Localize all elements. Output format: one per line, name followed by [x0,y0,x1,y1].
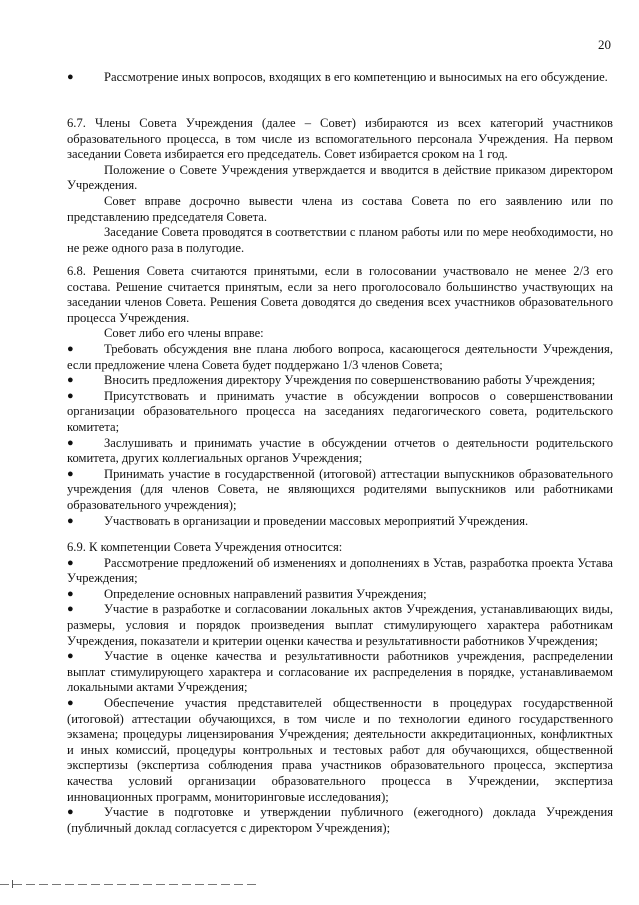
paragraph: 6.9. К компетенции Совета Учреждения относится: [67,540,343,554]
bullet-icon: ● [67,603,74,616]
section-6-9 [67,540,613,836]
bullet-icon: ● [67,556,74,569]
page-number: 20 [598,37,611,52]
list-item: ● Участвовать в организации и проведении массовых мероприятий Учреждения. [67,513,529,528]
list-item: ● Определение основных направлений развития Учреждения; [67,586,427,601]
bullet-icon: ● [67,342,74,355]
list-item: ● Рассмотрение предложений об изменениях и дополнениях в Устав, разработка проекта Устава Учреждения; [67,555,613,586]
list-item: ● Рассмотрение иных вопросов, входящих в его компетенцию и выносимых на его обсуждение. [67,70,608,84]
section-6-7 [67,116,613,256]
bullet-icon: ● [67,71,74,83]
bullet-icon: ● [67,806,74,819]
bullet-icon: ● [67,389,74,402]
bullet-icon: ● [67,650,74,663]
list-item: ● Обеспечение участия представителей общественности в процедурах государственной (итоговой) аттестации обучающихся, в том числе и по технологии единого государственного экзамена; процедуры лицензирования Учреждения; деятельности аккредитационных, конфликтных и иных комиссий, процедуры контрольных и тестовых работ для обучающихся, общественной экспертизы (экспертиза соблюдения права участников образовательного процесса, экспертиза качества условий организации образовательного процесса в Учреждении, экспертиза инновационных программ, мониторинговые исследования); [67,695,613,804]
list-item: ● Участие в разработке и согласовании локальных актов Учреждения, устанавливающих виды, размеры, условия и порядок произведения выплат стимулирующего характера работникам Учреждения, показатели и критерии оценки качества и результативности работников Учреждения; [67,602,613,648]
list-item: ● Требовать обсуждения вне плана любого вопроса, касающегося деятельности Учреждения, если предложение члена Совета будет поддержано 1/3 членов Совета; [67,341,613,372]
bullet-icon: ● [67,374,74,387]
list-item: ● Вносить предложения директору Учреждения по совершенствованию работы Учреждения; [67,373,596,388]
scan-edge-line [0,884,260,885]
paragraph: 6.7. Члены Совета Учреждения (далее – Совет) избираются из всех категорий участников образовательного процесса, в том числе из вспомогательного персонала Учреждения. На первом заседании Совета избирается его председатель. Совет избирается сроком на 1 год. [67,116,613,162]
paragraph: 6.8. Решения Совета считаются принятыми, если в голосовании участвовало не менее 2/3 его состава. Решение считается принятым, если за него проголосовало большинство участвующих на заседании членов Совета. Решения Совета доводятся до сведения всех участников образовательного процесса Учреждения. [67,264,613,325]
bullet-icon: ● [67,696,74,709]
section-6-8 [67,264,613,529]
bullet-icon: ● [67,467,74,480]
section-intro [67,70,613,86]
list-item: ● Принимать участие в государственной (итоговой) аттестации выпускников образовательного учреждения (для членов Совета, не являющихся родителями выпускников или работниками образовательного учреждения); [67,466,613,512]
list-item: ● Присутствовать и принимать участие в обсуждении вопросов о совершенствовании организации образовательного процесса на заседаниях педагогического совета, родительского комитета; [67,388,613,434]
list-item: ● Участие в оценке качества и результативности работников учреждения, распределении выплат стимулирующего характера и согласование их распределения в порядке, устанавливаемом локальными актами Учреждения; [67,649,613,695]
paragraph: Положение о Совете Учреждения утверждается и вводится в действие приказом директором Учреждения. [67,162,613,193]
list-item: ● Участие в подготовке и утверждении публичного (ежегодного) доклада Учреждения (публичный доклад согласуется с директором Учреждения); [67,805,613,835]
bullet-icon: ● [67,587,74,600]
paragraph: Заседание Совета проводятся в соответствии с планом работы или по мере необходимости, но не реже одного раза в полугодие. [67,225,613,255]
list-item: ● Заслушивать и принимать участие в обсуждении отчетов о деятельности родительского комитета, других коллегиальных органов Учреждения; [67,435,613,466]
scan-edge-mark [12,880,13,888]
paragraph: Совет вправе досрочно вывести члена из состава Совета по его заявлению или по представлению председателя Совета. [67,193,613,224]
bullet-icon: ● [67,514,74,527]
bullet-icon: ● [67,436,74,449]
paragraph: Совет либо его члены вправе: [104,326,264,341]
